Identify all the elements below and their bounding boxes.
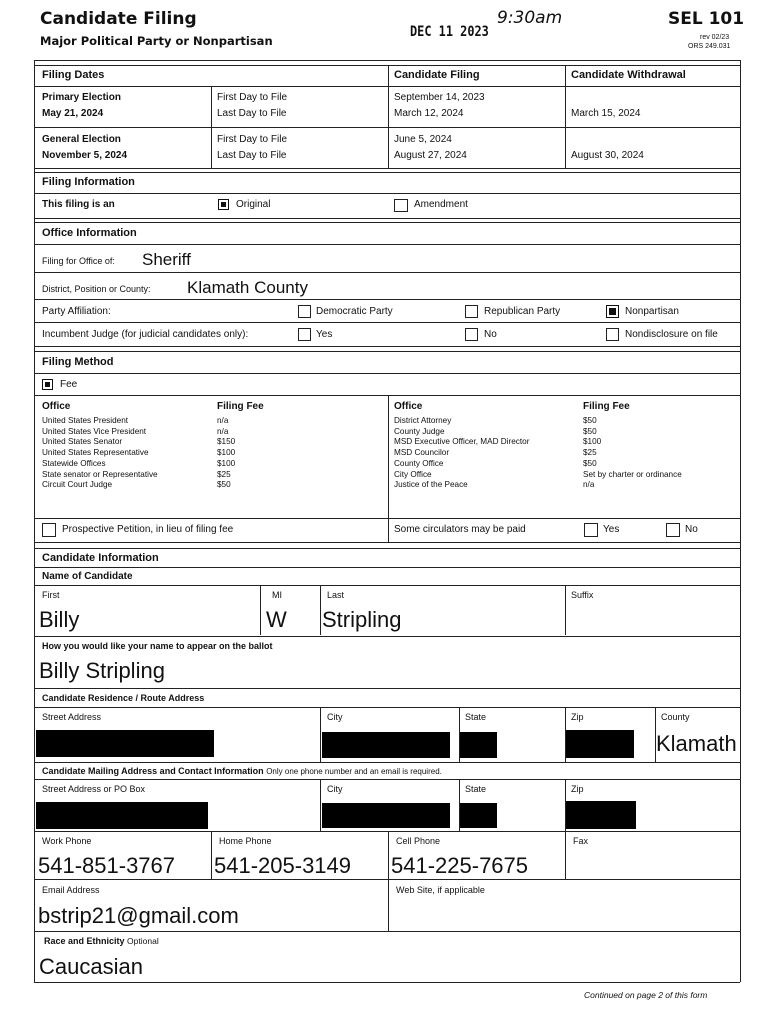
general-election-date: November 5, 2024 [42, 150, 128, 161]
list-item: $25 [217, 469, 231, 479]
general-election-label: General Election [42, 134, 121, 145]
ors-reference: ORS 249.031 [688, 43, 731, 50]
cell-phone-value[interactable]: 541-225-7675 [391, 853, 529, 878]
primary-withdrawal-date: March 15, 2024 [571, 108, 641, 119]
list-item: United States President [42, 416, 129, 425]
form-title: Candidate Filing [40, 9, 197, 29]
redacted-mailing-city [322, 803, 450, 828]
zip-label: Zip [571, 712, 584, 722]
mailing-state-label: State [465, 784, 487, 794]
race-ethnicity-value[interactable]: Caucasian [39, 954, 143, 979]
office-column-header-left: Office [42, 401, 71, 412]
list-item: $150 [217, 437, 236, 447]
county-value[interactable]: Klamath [656, 731, 737, 756]
list-item: $25 [583, 448, 597, 458]
email-value[interactable]: bstrip21@gmail.com [38, 903, 239, 928]
redacted-zip [566, 730, 634, 758]
list-item: United States Senator [42, 437, 123, 447]
nonpartisan-checkbox[interactable] [606, 305, 619, 318]
race-optional-note: Optional [127, 936, 159, 946]
form-subtitle: Major Political Party or Nonpartisan [40, 34, 273, 48]
city-label: City [327, 712, 343, 722]
circulators-yes-checkbox[interactable] [584, 523, 598, 537]
list-item: n/a [217, 416, 229, 425]
list-item: $50 [583, 458, 597, 468]
list-item: Circuit Court Judge [42, 480, 113, 490]
list-item: $50 [217, 480, 231, 490]
middle-initial-value[interactable]: W [266, 607, 287, 632]
fax-label: Fax [573, 836, 589, 846]
filing-method-heading: Filing Method [42, 356, 114, 368]
office-column-header-right: Office [394, 401, 423, 412]
last-name-label: Last [327, 590, 345, 600]
left-fee-list [217, 416, 235, 491]
list-item: District Attorney [394, 416, 452, 425]
circulators-no-checkbox[interactable] [666, 523, 680, 537]
list-item: Statewide Offices [42, 458, 106, 468]
district-label: District, Position or County: [42, 284, 151, 294]
mailing-street-label: Street Address or PO Box [42, 784, 146, 794]
redacted-street-address [36, 730, 214, 757]
incumbent-yes-label: Yes [316, 329, 333, 340]
list-item: Set by charter or ordinance [583, 469, 682, 479]
list-item: $100 [217, 458, 236, 468]
filing-fee-column-header-left: Filing Fee [217, 401, 264, 412]
primary-election-label: Primary Election [42, 92, 121, 103]
right-fee-list [583, 416, 682, 491]
incumbent-no-label: No [484, 329, 497, 340]
redacted-mailing-zip [566, 801, 636, 829]
website-label: Web Site, if applicable [396, 885, 485, 895]
mailing-zip-label: Zip [571, 784, 584, 794]
work-phone-label: Work Phone [42, 836, 92, 846]
right-office-list [394, 416, 529, 491]
filing-fee-column-header-right: Filing Fee [583, 401, 630, 412]
redacted-state [459, 732, 497, 758]
list-item: City Office [394, 469, 432, 479]
form-revision: rev 02/23 [700, 34, 730, 41]
redacted-mailing-street [36, 802, 208, 829]
general-first-day-label: First Day to File [217, 134, 288, 145]
list-item: County Judge [394, 426, 445, 436]
primary-last-day-date: March 12, 2024 [394, 108, 464, 119]
mailing-heading-text: Candidate Mailing Address and Contact Information [42, 766, 264, 776]
list-item: $50 [583, 426, 597, 436]
email-label: Email Address [42, 885, 100, 895]
form-id: SEL 101 [668, 9, 745, 29]
general-last-day-date: August 27, 2024 [394, 150, 467, 161]
list-item: MSD Executive Officer, MAD Director [394, 437, 530, 447]
list-item: $100 [583, 437, 602, 447]
last-name-value[interactable]: Stripling [322, 607, 402, 632]
filing-type-label: This filing is an [42, 199, 115, 210]
mailing-city-label: City [327, 784, 343, 794]
residence-address-heading: Candidate Residence / Route Address [42, 693, 205, 703]
general-withdrawal-date: August 30, 2024 [571, 150, 644, 161]
primary-election-date: May 21, 2024 [42, 108, 104, 119]
list-item: United States Vice President [42, 426, 147, 436]
list-item: County Office [394, 458, 444, 468]
democratic-checkbox[interactable] [298, 305, 311, 318]
primary-first-day-date: September 14, 2023 [394, 92, 485, 103]
original-label: Original [236, 199, 271, 210]
list-item: MSD Councilor [394, 448, 450, 458]
party-affiliation-label: Party Affiliation: [42, 306, 111, 317]
prospective-petition-checkbox[interactable] [42, 523, 56, 537]
primary-first-day-label: First Day to File [217, 92, 288, 103]
list-item: Justice of the Peace [394, 480, 468, 490]
filing-information-heading: Filing Information [42, 176, 135, 188]
office-label: Filing for Office of: [42, 256, 115, 266]
county-label: County [661, 712, 690, 722]
cell-phone-label: Cell Phone [396, 836, 441, 846]
candidate-filing-heading: Candidate Filing [394, 69, 480, 81]
fee-checkbox[interactable] [42, 379, 53, 390]
filing-dates-heading: Filing Dates [42, 69, 105, 81]
name-of-candidate-heading: Name of Candidate [42, 571, 133, 582]
list-item: United States Representative [42, 448, 149, 458]
republican-label: Republican Party [484, 306, 561, 317]
race-heading-text: Race and Ethnicity [44, 936, 125, 946]
general-first-day-date: June 5, 2024 [394, 134, 452, 145]
office-value[interactable]: Sheriff [142, 250, 191, 269]
redacted-city [322, 732, 450, 758]
home-phone-label: Home Phone [219, 836, 272, 846]
work-phone-value[interactable]: 541-851-3767 [38, 853, 176, 878]
nondisclosure-checkbox[interactable] [606, 328, 619, 341]
nondisclosure-label: Nondisclosure on file [625, 329, 718, 340]
list-item: State senator or Representative [42, 469, 158, 479]
ballot-name-value[interactable]: Billy Stripling [39, 658, 165, 683]
middle-initial-label: MI [272, 590, 282, 600]
ballot-name-label: How you would like your name to appear on the ballot [42, 641, 273, 651]
continued-note: Continued on page 2 of this form [584, 990, 708, 1000]
redacted-mailing-state [459, 803, 497, 828]
candidate-withdrawal-heading: Candidate Withdrawal [571, 69, 686, 81]
general-last-day-label: Last Day to File [217, 150, 287, 161]
mailing-address-heading [42, 766, 442, 776]
list-item: $100 [217, 448, 236, 458]
state-label: State [465, 712, 487, 722]
nonpartisan-label: Nonpartisan [625, 306, 679, 317]
primary-last-day-label: Last Day to File [217, 108, 287, 119]
received-date-stamp: DEC 11 2023 [410, 24, 489, 40]
amendment-label: Amendment [414, 199, 468, 210]
office-information-heading: Office Information [42, 227, 137, 239]
list-item: $50 [583, 416, 597, 425]
original-checkbox[interactable] [218, 199, 229, 210]
circulators-paid-label: Some circulators may be paid [394, 524, 526, 535]
list-item: n/a [583, 480, 595, 490]
suffix-label: Suffix [571, 590, 594, 600]
incumbent-judge-label: Incumbent Judge (for judicial candidates only): [42, 329, 249, 340]
list-item: n/a [217, 426, 229, 436]
candidate-information-heading: Candidate Information [42, 552, 159, 564]
democratic-label: Democratic Party [316, 306, 393, 317]
amendment-checkbox[interactable] [394, 199, 408, 212]
mailing-note: Only one phone number and an email is required. [266, 767, 442, 776]
street-address-label: Street Address [42, 712, 102, 722]
circulators-no-label: No [685, 524, 698, 535]
home-phone-value[interactable]: 541-205-3149 [214, 853, 352, 878]
left-office-list [42, 416, 158, 491]
district-value[interactable]: Klamath County [187, 278, 308, 297]
race-ethnicity-label [44, 936, 159, 946]
prospective-petition-label: Prospective Petition, in lieu of filing fee [62, 524, 234, 535]
first-name-value[interactable]: Billy [39, 607, 80, 632]
received-time-handwritten: 9:30am [497, 8, 563, 28]
incumbent-yes-checkbox[interactable] [298, 328, 311, 341]
incumbent-no-checkbox[interactable] [465, 328, 478, 341]
circulators-yes-label: Yes [603, 524, 620, 535]
republican-checkbox[interactable] [465, 305, 478, 318]
fee-label: Fee [60, 379, 78, 390]
first-name-label: First [42, 590, 60, 600]
